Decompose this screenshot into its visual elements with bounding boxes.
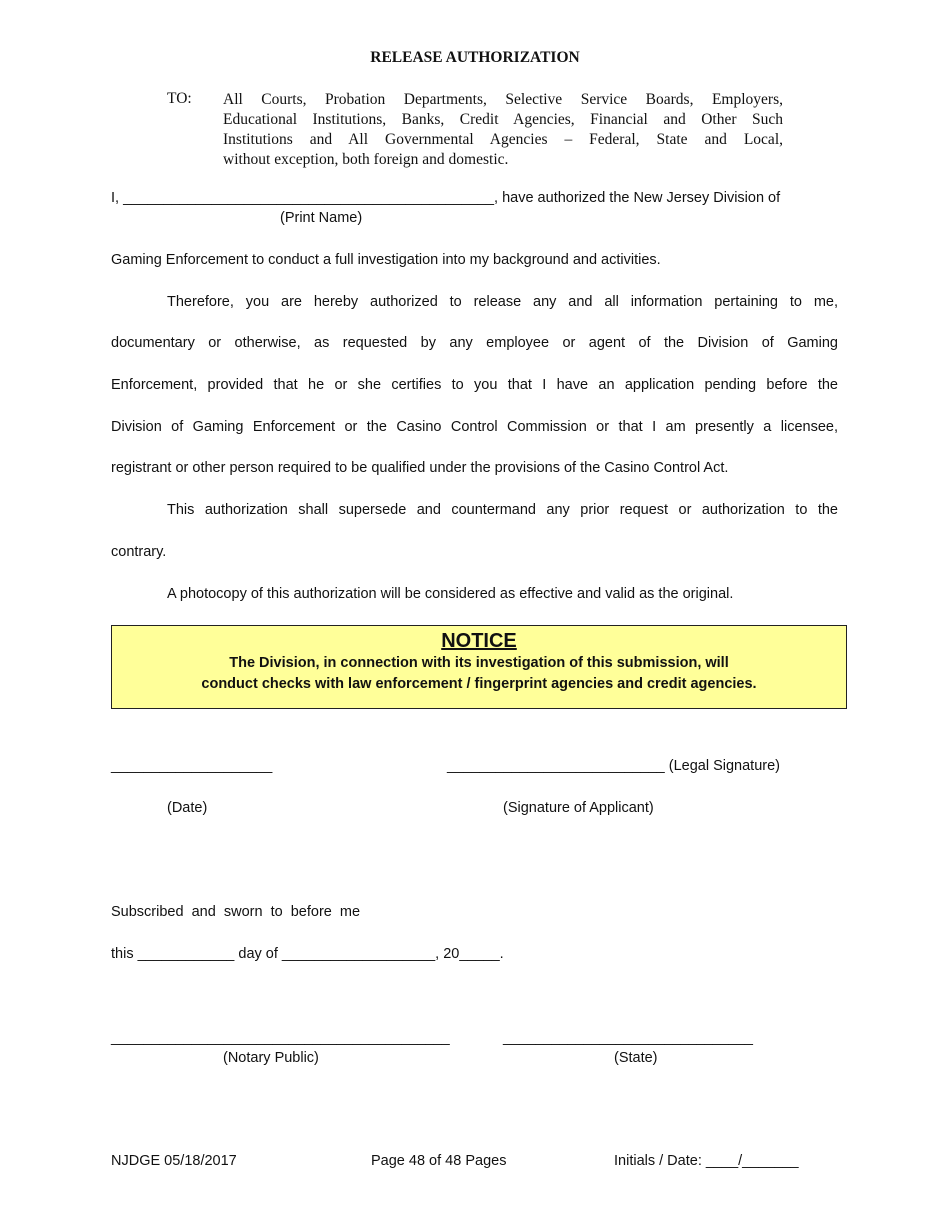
to-line: All Courts, Probation Departments, Selective Service Boards, Employers, <box>223 91 783 108</box>
notice-text: conduct checks with law enforcement / fingerprint agencies and credit agencies. <box>201 676 757 692</box>
paragraph-line: Enforcement, provided that he or she certifies to you that I have an application pending before the <box>111 377 838 393</box>
to-line: without exception, both foreign and domestic. <box>223 151 509 168</box>
notary-blank[interactable]: __________________________________________ <box>111 1030 450 1046</box>
notice-box <box>111 625 847 709</box>
day-line[interactable]: this ____________ day of ___________________, 20_____. <box>111 946 504 962</box>
print-name-label: (Print Name) <box>280 210 363 226</box>
footer-initials[interactable]: Initials / Date: ____/_______ <box>614 1153 799 1169</box>
footer-page-number: Page 48 of 48 Pages <box>371 1153 507 1169</box>
signature-line <box>447 758 780 774</box>
to-line: Educational Institutions, Banks, Credit Agencies, Financial and Other Such <box>223 111 783 128</box>
legal-signature-label: (Legal Signature) <box>668 758 781 774</box>
paragraph-line: contrary. <box>111 544 167 560</box>
notice-text: The Division, in connection with its investigation of this submission, will <box>229 655 729 671</box>
paragraph-line: A photocopy of this authorization will be considered as effective and valid as the original. <box>167 586 734 602</box>
to-recipients <box>223 90 783 170</box>
authorization-suffix: , have authorized the New Jersey Division of <box>494 190 781 206</box>
print-name-blank[interactable]: ______________________________________________ <box>123 190 495 206</box>
continuation-text: Gaming Enforcement to conduct a full investigation into my background and activities. <box>111 252 661 268</box>
document-title: RELEASE AUTHORIZATION <box>370 49 580 66</box>
paragraph-line: documentary or otherwise, as requested by any employee or agent of the Division of Gaming <box>111 335 838 351</box>
paragraph-line: This authorization shall supersede and countermand any prior request or authorization to the <box>167 502 838 518</box>
paragraph-line: registrant or other person required to be qualified under the provisions of the Casino Control Act. <box>111 460 729 476</box>
notice-title: NOTICE <box>441 630 517 652</box>
footer-form-id: NJDGE 05/18/2017 <box>111 1153 237 1169</box>
to-label: TO: <box>167 90 192 107</box>
to-line: Institutions and All Governmental Agencies – Federal, State and Local, <box>223 131 783 148</box>
authorization-prefix: I, <box>111 190 120 206</box>
paragraph-line: Therefore, you are hereby authorized to release any and all information pertaining to me, <box>167 294 838 310</box>
authorization-line <box>111 190 837 206</box>
date-blank[interactable]: ____________________ <box>111 758 273 774</box>
signature-blank[interactable]: ___________________________ <box>447 758 665 774</box>
subscribed-text: Subscribed and sworn to before me <box>111 904 361 920</box>
notary-label: (Notary Public) <box>223 1050 319 1066</box>
state-blank[interactable]: _______________________________ <box>503 1030 753 1046</box>
applicant-signature-label: (Signature of Applicant) <box>503 800 654 816</box>
state-label: (State) <box>614 1050 658 1066</box>
date-label: (Date) <box>167 800 208 816</box>
paragraph-line: Division of Gaming Enforcement or the Casino Control Commission or that I am presently a licensee, <box>111 419 838 435</box>
